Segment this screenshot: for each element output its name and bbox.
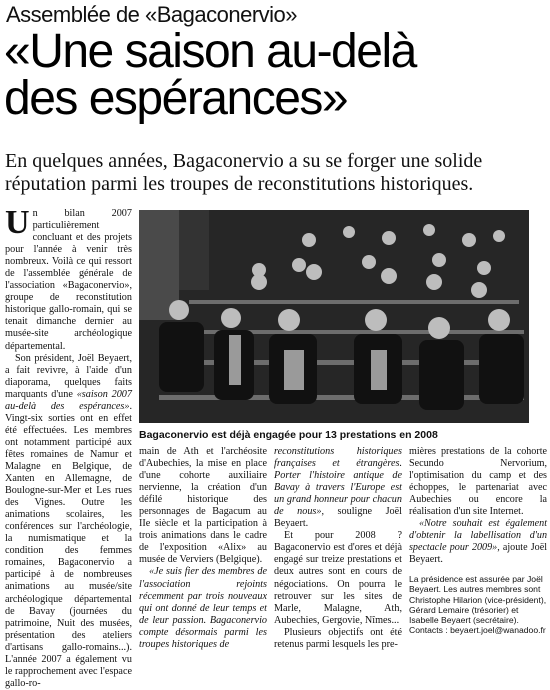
paragraph-quote bbox=[139, 566, 267, 650]
lede-line-1: En quelques années, Bagaconervio a su se forger une solide bbox=[5, 150, 483, 172]
paragraph-2008: Et pour 2008 ? Bagaconervio est d'ores et déjà engagé sur treize prestations et deux autres sont en cours de négociations. On pourra le retrouver sur les sites de Marle, Malagne, Ath, Aubechies, Gergovie, Nîmes... bbox=[274, 530, 402, 626]
audience-photo-icon bbox=[139, 210, 529, 423]
article-column-1 bbox=[5, 204, 132, 690]
quote: «Notre souhait est également d'obtenir la labellisation d'un spectacle pour 2009» bbox=[409, 518, 547, 554]
text: . Vingt-six sorties ont en effet été effectuées. Les membres ont notamment participé aux fêtes romaines de Namur et Malagne en Belgique, de Xanten en Allemagne, de Boulogne-sur-Mer et Les rues des Vignes. Outre les animations scolaires, les conférences sur l'archéologie, la numismatique et la condition des femmes romaines, Bagaconervio a participé à de nombreuses animations au musée/site archéologique départemental de Bavay (journées du patrimoine, Nuit des musées, présentation des ateliers d'artisans gallo-romains...). L'année 2007 a également vu le rapprochement avec l'espace gallo-ro- bbox=[5, 400, 132, 689]
kicker: Assemblée de «Bagaconervio» bbox=[6, 2, 298, 27]
text: , ajoute Joël Beyaert. bbox=[409, 542, 547, 566]
article-column-2 bbox=[139, 446, 267, 651]
paragraph-objectives-cont: mières prestations de la cohorte Secundo Nervorium, l'optimisation du camp et des échoppes, le partenariat avec Aubechies ou encore la réalisation d'un site Internet. bbox=[409, 446, 547, 518]
lede bbox=[5, 150, 547, 196]
paragraph-quote-end bbox=[274, 446, 402, 530]
headline-line-2: des espérances» bbox=[4, 72, 348, 125]
photo-caption: Bagaconervio est déjà engagée pour 13 prestations en 2008 bbox=[139, 429, 438, 441]
paragraph-ath: main de Ath et l'archéosite d'Aubechies, la mise en place d'une cohorte auxiliaire nervienne, la création d'un défilé historique des personnages de Bagacum au IIe siècle et la participation à trois animations dans le cadre de l'exposition «Alix» au musée de Verviers (Belgique). bbox=[139, 446, 267, 566]
headline bbox=[4, 25, 416, 125]
paragraph-intro bbox=[5, 204, 132, 353]
audience-photo bbox=[139, 210, 529, 423]
intro-text: n bilan 2007 particulièrement concluant et des projets pour l'année à venir très nombreux. Voilà ce qui ressort de l'assemblée générale de l'association «Bagaconervio», groupe de reconstitution historique gallo-romain, qui se tenait dimanche dernier au musée-site archéologique départemental. bbox=[5, 208, 132, 352]
text: , souligne Joël Beyaert. bbox=[274, 506, 402, 530]
article-column-3 bbox=[274, 446, 402, 651]
quote: reconstitutions historiques françaises et étrangères. Porter l'histoire antique de Bavay à travers l'Europe est un grand honneur pour chacun de nous» bbox=[274, 446, 402, 518]
quote: «Je suis fier des membres de l'association rejoints récemment par trois nouveaux qui ont donné de leur temps et de leur passion. Bagaconervio compte désormais parmi les troupes historiques de bbox=[139, 566, 267, 650]
article-column-4 bbox=[409, 446, 547, 566]
paragraph-wish bbox=[409, 518, 547, 566]
lede-line-2: réputation parmi les troupes de reconstitutions historiques. bbox=[5, 173, 474, 195]
headline-line-1: «Une saison au-delà bbox=[4, 25, 416, 78]
paragraph-president bbox=[5, 353, 132, 690]
quote: «saison 2007 au-delà des espérances» bbox=[5, 388, 132, 412]
drop-cap: U bbox=[5, 204, 30, 241]
paragraph-objectives: Plusieurs objectifs ont été retenus parmi lesquels les pre- bbox=[274, 626, 402, 650]
board-members: La présidence est assurée par Joël Beyaert. Les autres membres sont Christophe Hilarion (vice-président), Gérard Lemaire (trésorier) et Isabelle Beyaert (secrétaire). Contacts : beyaert.joel@wanadoo.fr bbox=[409, 574, 547, 636]
signature-box bbox=[409, 574, 547, 636]
text: Son président, Joël Beyaert, a fait revivre, à l'aide d'un diaporama, quelques faits marquants d'une bbox=[5, 352, 132, 400]
